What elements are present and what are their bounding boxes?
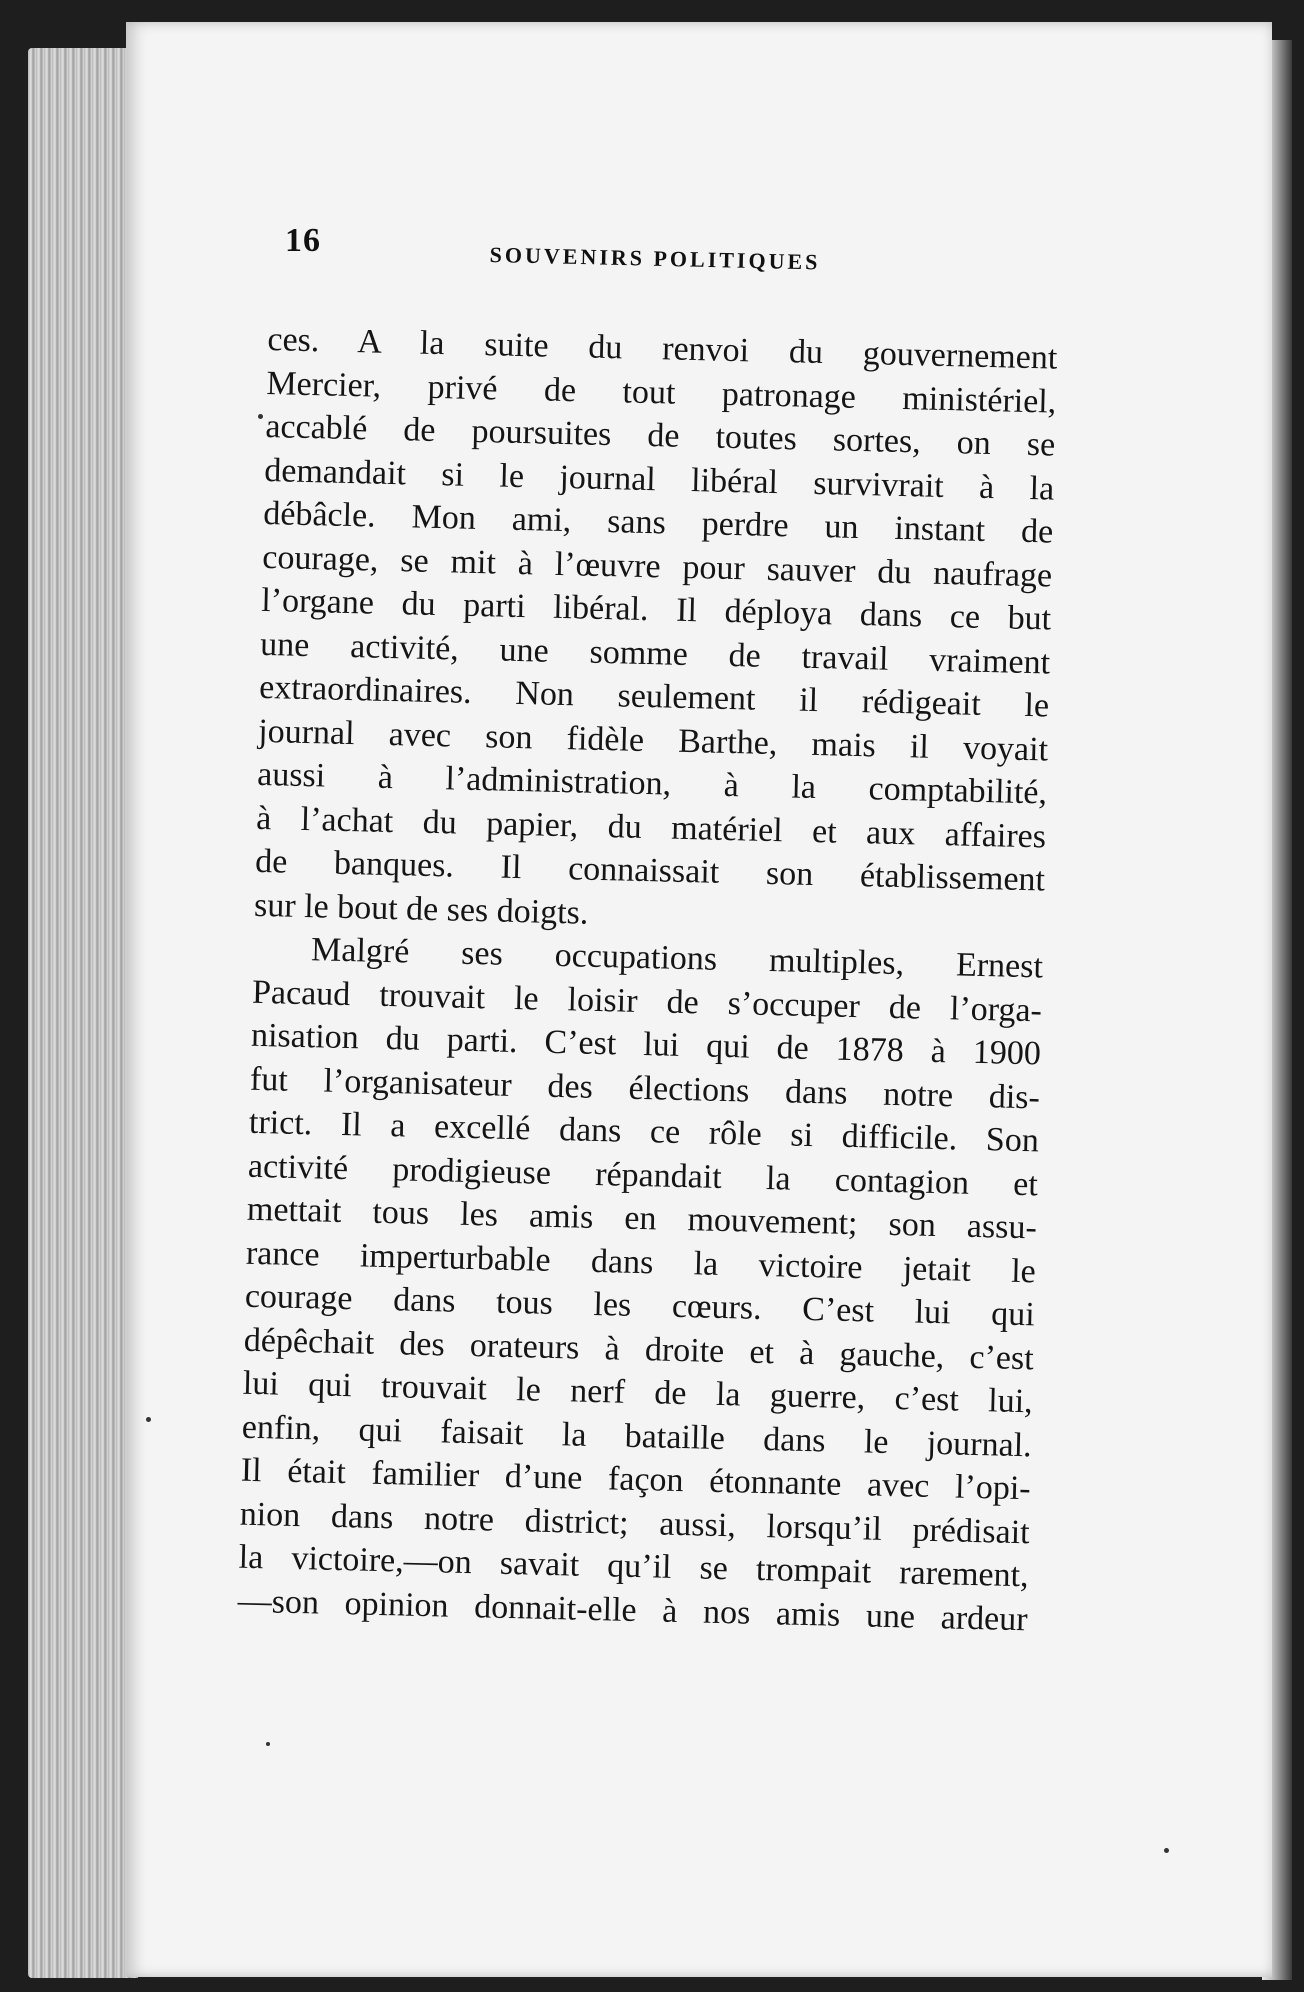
text-line: rance imperturbable dans la victoire jetait le — [245, 1234, 1037, 1290]
text-line: ces. A la suite du renvoi du gouvernement — [267, 320, 1058, 377]
text-line: lui qui trouvait le nerf de la guerre, c’est lui, — [242, 1364, 1034, 1421]
text-line: accablé de poursuites de toutes sortes, on se — [265, 407, 1056, 464]
text-line: activité prodigieuse répandait la contagion et — [247, 1147, 1039, 1203]
text-line: nisation du parti. C’est lui qui de 1878 à 1900 — [250, 1016, 1042, 1073]
text-line: fut l’organisateur des élections dans notre dis- — [249, 1060, 1041, 1116]
text-line: l’organe du parti libéral. Il déploya dans ce but — [260, 581, 1052, 638]
text-line: à l’achat du papier, du matériel et aux affaires — [255, 799, 1047, 855]
ink-speck — [146, 1417, 151, 1422]
ink-speck — [258, 414, 263, 419]
ink-speck — [1164, 1848, 1169, 1853]
ink-speck — [266, 1742, 270, 1746]
text-line: débâcle. Mon ami, sans perdre un instant de — [262, 494, 1054, 551]
text-line: trict. Il a excellé dans ce rôle si difficile. Son — [248, 1103, 1040, 1160]
text-line: Il était familier d’une façon étonnante avec l’opi- — [240, 1451, 1032, 1508]
body-text — [237, 318, 1058, 1641]
page-number: 16 — [285, 222, 321, 259]
text-line: courage, se mit à l’œuvre pour sauver du naufrage — [261, 538, 1053, 595]
text-line: dépêchait des orateurs à droite et à gauche, c’est — [243, 1321, 1035, 1377]
text-line: mettait tous les amis en mouvement; son assu- — [246, 1190, 1038, 1247]
text-line: sur le bout de ses doigts. — [253, 886, 589, 932]
text-line: journal avec son fidèle Barthe, mais il voyait — [257, 712, 1049, 768]
paragraph-1 — [254, 318, 1058, 945]
text-line: Pacaud trouvait le loisir de s’occuper de l’orga- — [251, 973, 1043, 1029]
text-line: Mercier, privé de tout patronage ministériel, — [266, 364, 1057, 421]
text-line: aussi à l’administration, à la comptabilité, — [256, 755, 1048, 812]
text-line: Malgré ses occupations multiples, Ernest — [310, 931, 1044, 986]
text-line: nion dans notre district; aussi, lorsqu’il prédisait — [239, 1495, 1031, 1551]
text-line: demandait si le journal libéral survivrait à la — [263, 451, 1055, 508]
book-page-edges — [28, 48, 138, 1978]
text-line: courage dans tous les cœurs. C’est lui qui — [244, 1277, 1036, 1334]
text-line: —son opinion donnait-elle à nos amis une ardeur — [237, 1582, 1028, 1638]
text-line: de banques. Il connaissait son établissement — [254, 842, 1046, 899]
text-line: une activité, une somme de travail vraiment — [259, 625, 1051, 682]
paragraph-2 — [237, 927, 1043, 1641]
text-line: la victoire,—on savait qu’il se trompait rarement, — [238, 1538, 1030, 1595]
running-head: SOUVENIRS POLITIQUES — [489, 242, 821, 275]
page-header — [285, 222, 985, 282]
text-line: enfin, qui faisait la bataille dans le journal. — [241, 1408, 1033, 1464]
text-line: extraordinaires. Non seulement il rédigeait le — [258, 668, 1050, 725]
